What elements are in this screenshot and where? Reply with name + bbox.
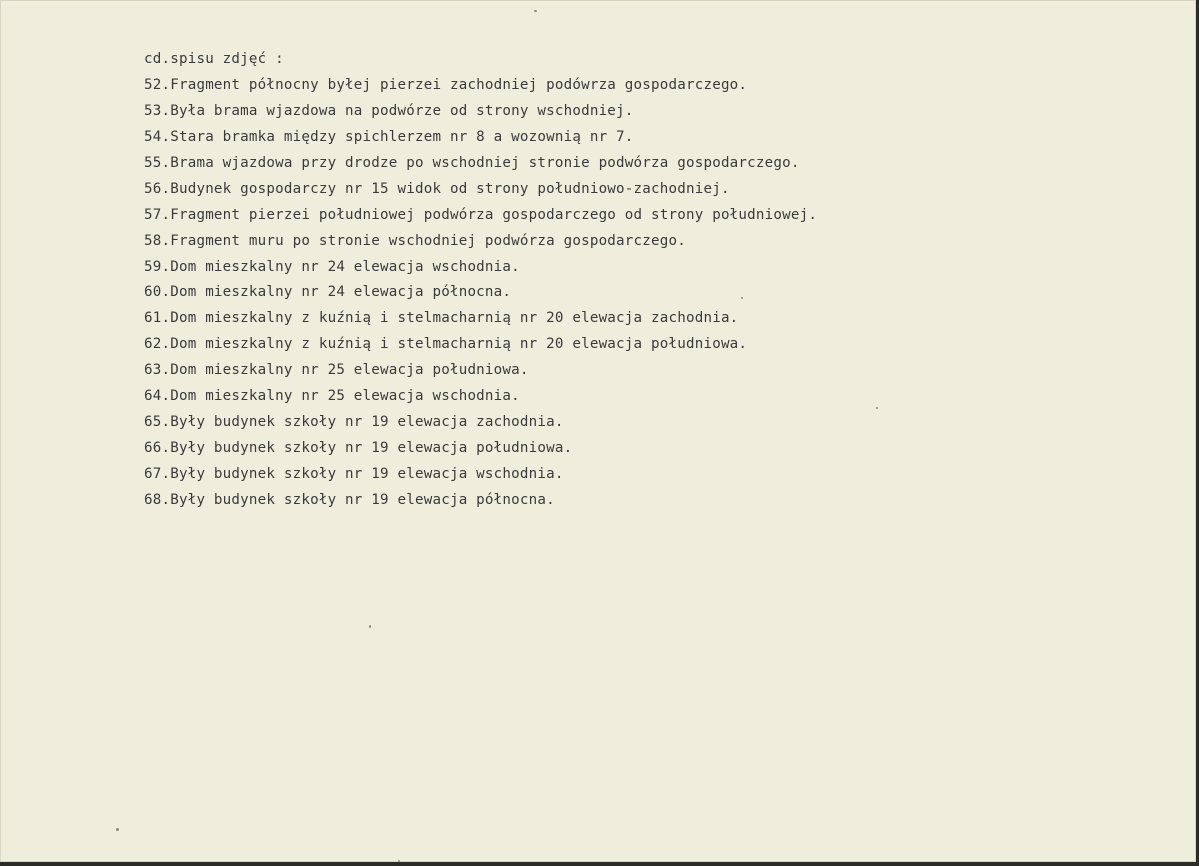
list-entry-53: 53.Była brama wjazdowa na podwórze od strony wschodniej. bbox=[144, 102, 634, 119]
list-entry-60: 60.Dom mieszkalny nr 24 elewacja północna. bbox=[144, 284, 512, 301]
paper-speck bbox=[534, 10, 537, 12]
list-entry-64: 64.Dom mieszkalny nr 25 elewacja wschodnia. bbox=[144, 388, 520, 405]
paper-speck bbox=[369, 625, 371, 628]
photo-list bbox=[144, 47, 817, 514]
list-entry-61: 61.Dom mieszkalny z kuźnią i stelmacharnią nr 20 elewacja zachodnia. bbox=[144, 310, 739, 327]
list-entry-67: 67.Były budynek szkoły nr 19 elewacja wschodnia. bbox=[144, 466, 564, 482]
scan-edge-bottom bbox=[0, 862, 1199, 866]
list-entry-58: 58.Fragment muru po stronie wschodniej podwórza gospodarczego. bbox=[144, 232, 686, 249]
list-heading: cd.spisu zdjęć : bbox=[144, 51, 284, 67]
paper-speck bbox=[741, 297, 743, 299]
list-entry-66: 66.Były budynek szkoły nr 19 elewacja południowa. bbox=[144, 440, 573, 457]
paper-speck bbox=[876, 407, 878, 409]
list-entry-57: 57.Fragment pierzei południowej podwórza gospodarczego od strony południowej. bbox=[144, 206, 818, 223]
list-entry-52: 52.Fragment północny byłej pierzei zachodniej podówrza gospodarczego. bbox=[144, 76, 748, 93]
list-entry-59: 59.Dom mieszkalny nr 24 elewacja wschodnia. bbox=[144, 258, 520, 275]
list-entry-54: 54.Stara bramka między spichlerzem nr 8 a wozownią nr 7. bbox=[144, 128, 634, 145]
paper-speck bbox=[116, 828, 119, 831]
list-entry-55: 55.Brama wjazdowa przy drodze po wschodniej stronie podwórza gospodarczego. bbox=[144, 154, 800, 171]
list-entry-62: 62.Dom mieszkalny z kuźnią i stelmacharnią nr 20 elewacja południowa. bbox=[144, 336, 748, 353]
list-entry-68: 68.Były budynek szkoły nr 19 elewacja północna. bbox=[144, 491, 555, 508]
list-entry-63: 63.Dom mieszkalny nr 25 elewacja południowa. bbox=[144, 362, 529, 379]
list-entry-65: 65.Były budynek szkoły nr 19 elewacja zachodnia. bbox=[144, 414, 564, 431]
list-entry-56: 56.Budynek gospodarczy nr 15 widok od strony południowo-zachodniej. bbox=[144, 180, 730, 197]
